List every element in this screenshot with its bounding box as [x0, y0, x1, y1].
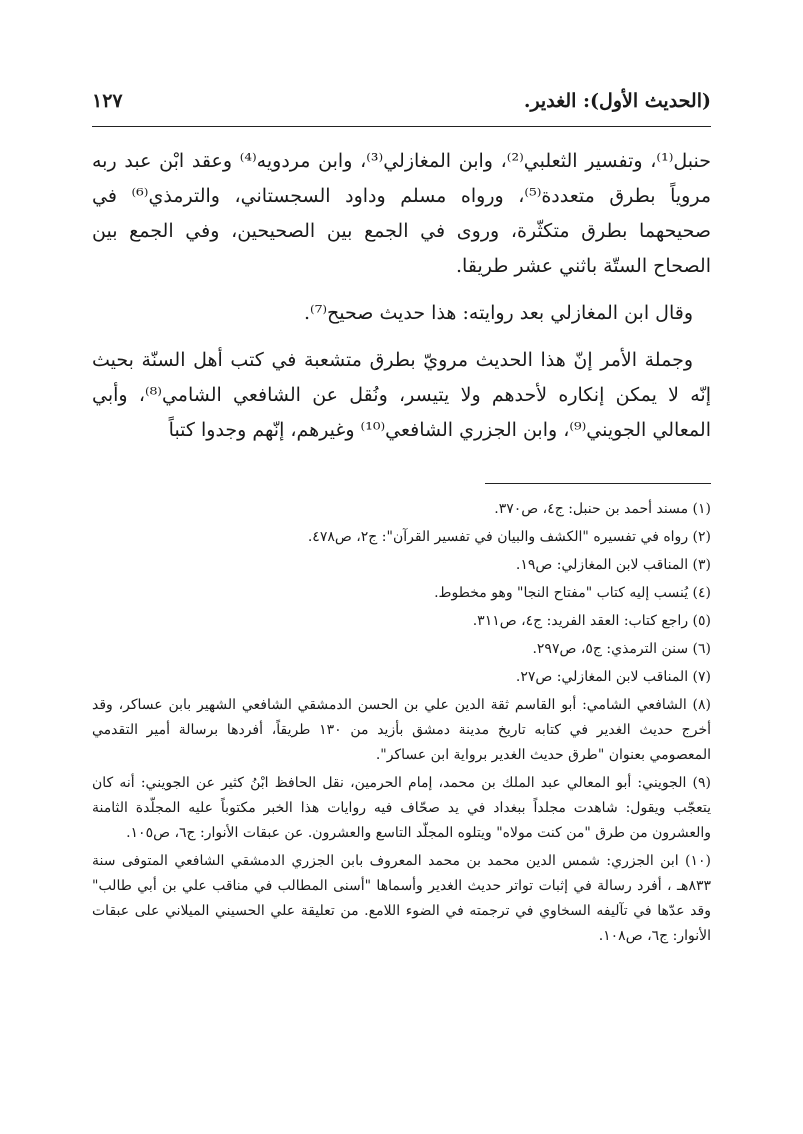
header-divider [92, 126, 711, 127]
page-header [92, 80, 711, 124]
footnote-2: (٢) رواه في تفسيره "الكشف والبيان في تفسير القرآن": ج٢، ص٤٧٨. [307, 529, 711, 545]
paragraph-2: وقال ابن المغازلي بعد روايته: هذا حديث صحيح⁽⁷⁾. [304, 302, 693, 324]
paragraph-1: حنبل⁽¹⁾، وتفسير الثعلبي⁽²⁾، وابن المغازلي⁽³⁾، وابن مردويه⁽⁴⁾ وعقد ابْن عبد ربه مروياً بطرق متعددة⁽⁵⁾، ورواه مسلم وداود السجستاني، والترمذي⁽⁶⁾ في صحيحهما بطرق متكثّرة، وروى في الجمع بين الصحيحين، وفي الجمع بين الصحاح الستّة باثني عشر طريقا. [92, 150, 712, 277]
paragraph-3: وجملة الأمر إنّ هذا الحديث مرويّ بطرق متشعبة في كتب أهل السنّة بحيث إنّه لا يمكن إنكاره لأحدهم ولا يتيسر، ونُقل عن الشافعي الشامي⁽⁸⁾، وأبي المعالي الجويني⁽⁹⁾، وابن الجزري الشافعي⁽¹⁰⁾ وغيرهم، إنّهم وجدوا كتباً [92, 349, 711, 441]
running-title: (الحديث الأول): الغدير. [523, 90, 711, 112]
footnote-7: (٧) المناقب لابن المغازلي: ص٢٧. [515, 669, 711, 685]
footnote-1: (١) مسند أحمد بن حنبل: ج٤، ص٣٧٠. [494, 501, 711, 517]
page-number: ١٢٧ [92, 90, 123, 112]
footnote-9: (٩) الجويني: أبو المعالي عبد الملك بن محمد، إمام الحرمين، نقل الحافظ ابْنُ كثير عن الجويني: أنه كان يتعجّب ويقول: شاهدت مجلداً ببغداد في يد صحّاف فيه روايات هذا الخبر مكتوباً عليه المجلّدة الثامنة والعشرون من طرق "من كنت مولاه" ويتلوه المجلّد التاسع والعشرون. عن عبقات الأنوار: ج٦، ص١٠٥. [92, 775, 711, 841]
footnote-5: (٥) راجع كتاب: العقد الفريد: ج٤، ص٣١١. [472, 613, 711, 629]
footnote-3: (٣) المناقب لابن المغازلي: ص١٩. [515, 557, 711, 573]
footnote-4: (٤) يُنسب إليه كتاب "مفتاح النجا" وهو مخطوط. [434, 585, 711, 601]
footnote-divider [485, 483, 711, 484]
footnote-6: (٦) سنن الترمذي: ج٥، ص٢٩٧. [532, 641, 711, 657]
footnote-10: (١٠) ابن الجزري: شمس الدين محمد بن محمد المعروف بابن الجزري الدمشقي الشافعي المتوفى سنة ٨٣٣هـ ، أفرد رسالة في إثبات تواتر حديث الغدير وأسماها "أسنى المطالب في مناقب علي بن أبي طالب" وقد عدّها في تآليفه السخاوي في ترجمته في الضوء اللامع. من تعليقة علي الحسيني الميلاني على عبقات الأنوار: ج٦، ص١٠٨. [92, 853, 711, 944]
footnotes [92, 497, 711, 952]
footnote-8: (٨) الشافعي الشامي: أبو القاسم ثقة الدين علي بن الحسن الدمشقي الشافعي الشهير بابن عساكر، وقد أخرج حديث الغدير في كتابه تاريخ مدينة دمشق بأزيد من ١٣٠ طريقاً، أفردها برسالة أمير التقدمي المعصومي بعنوان "طرق حديث الغدير برواية ابن عساكر". [92, 697, 711, 763]
main-text [92, 144, 711, 460]
